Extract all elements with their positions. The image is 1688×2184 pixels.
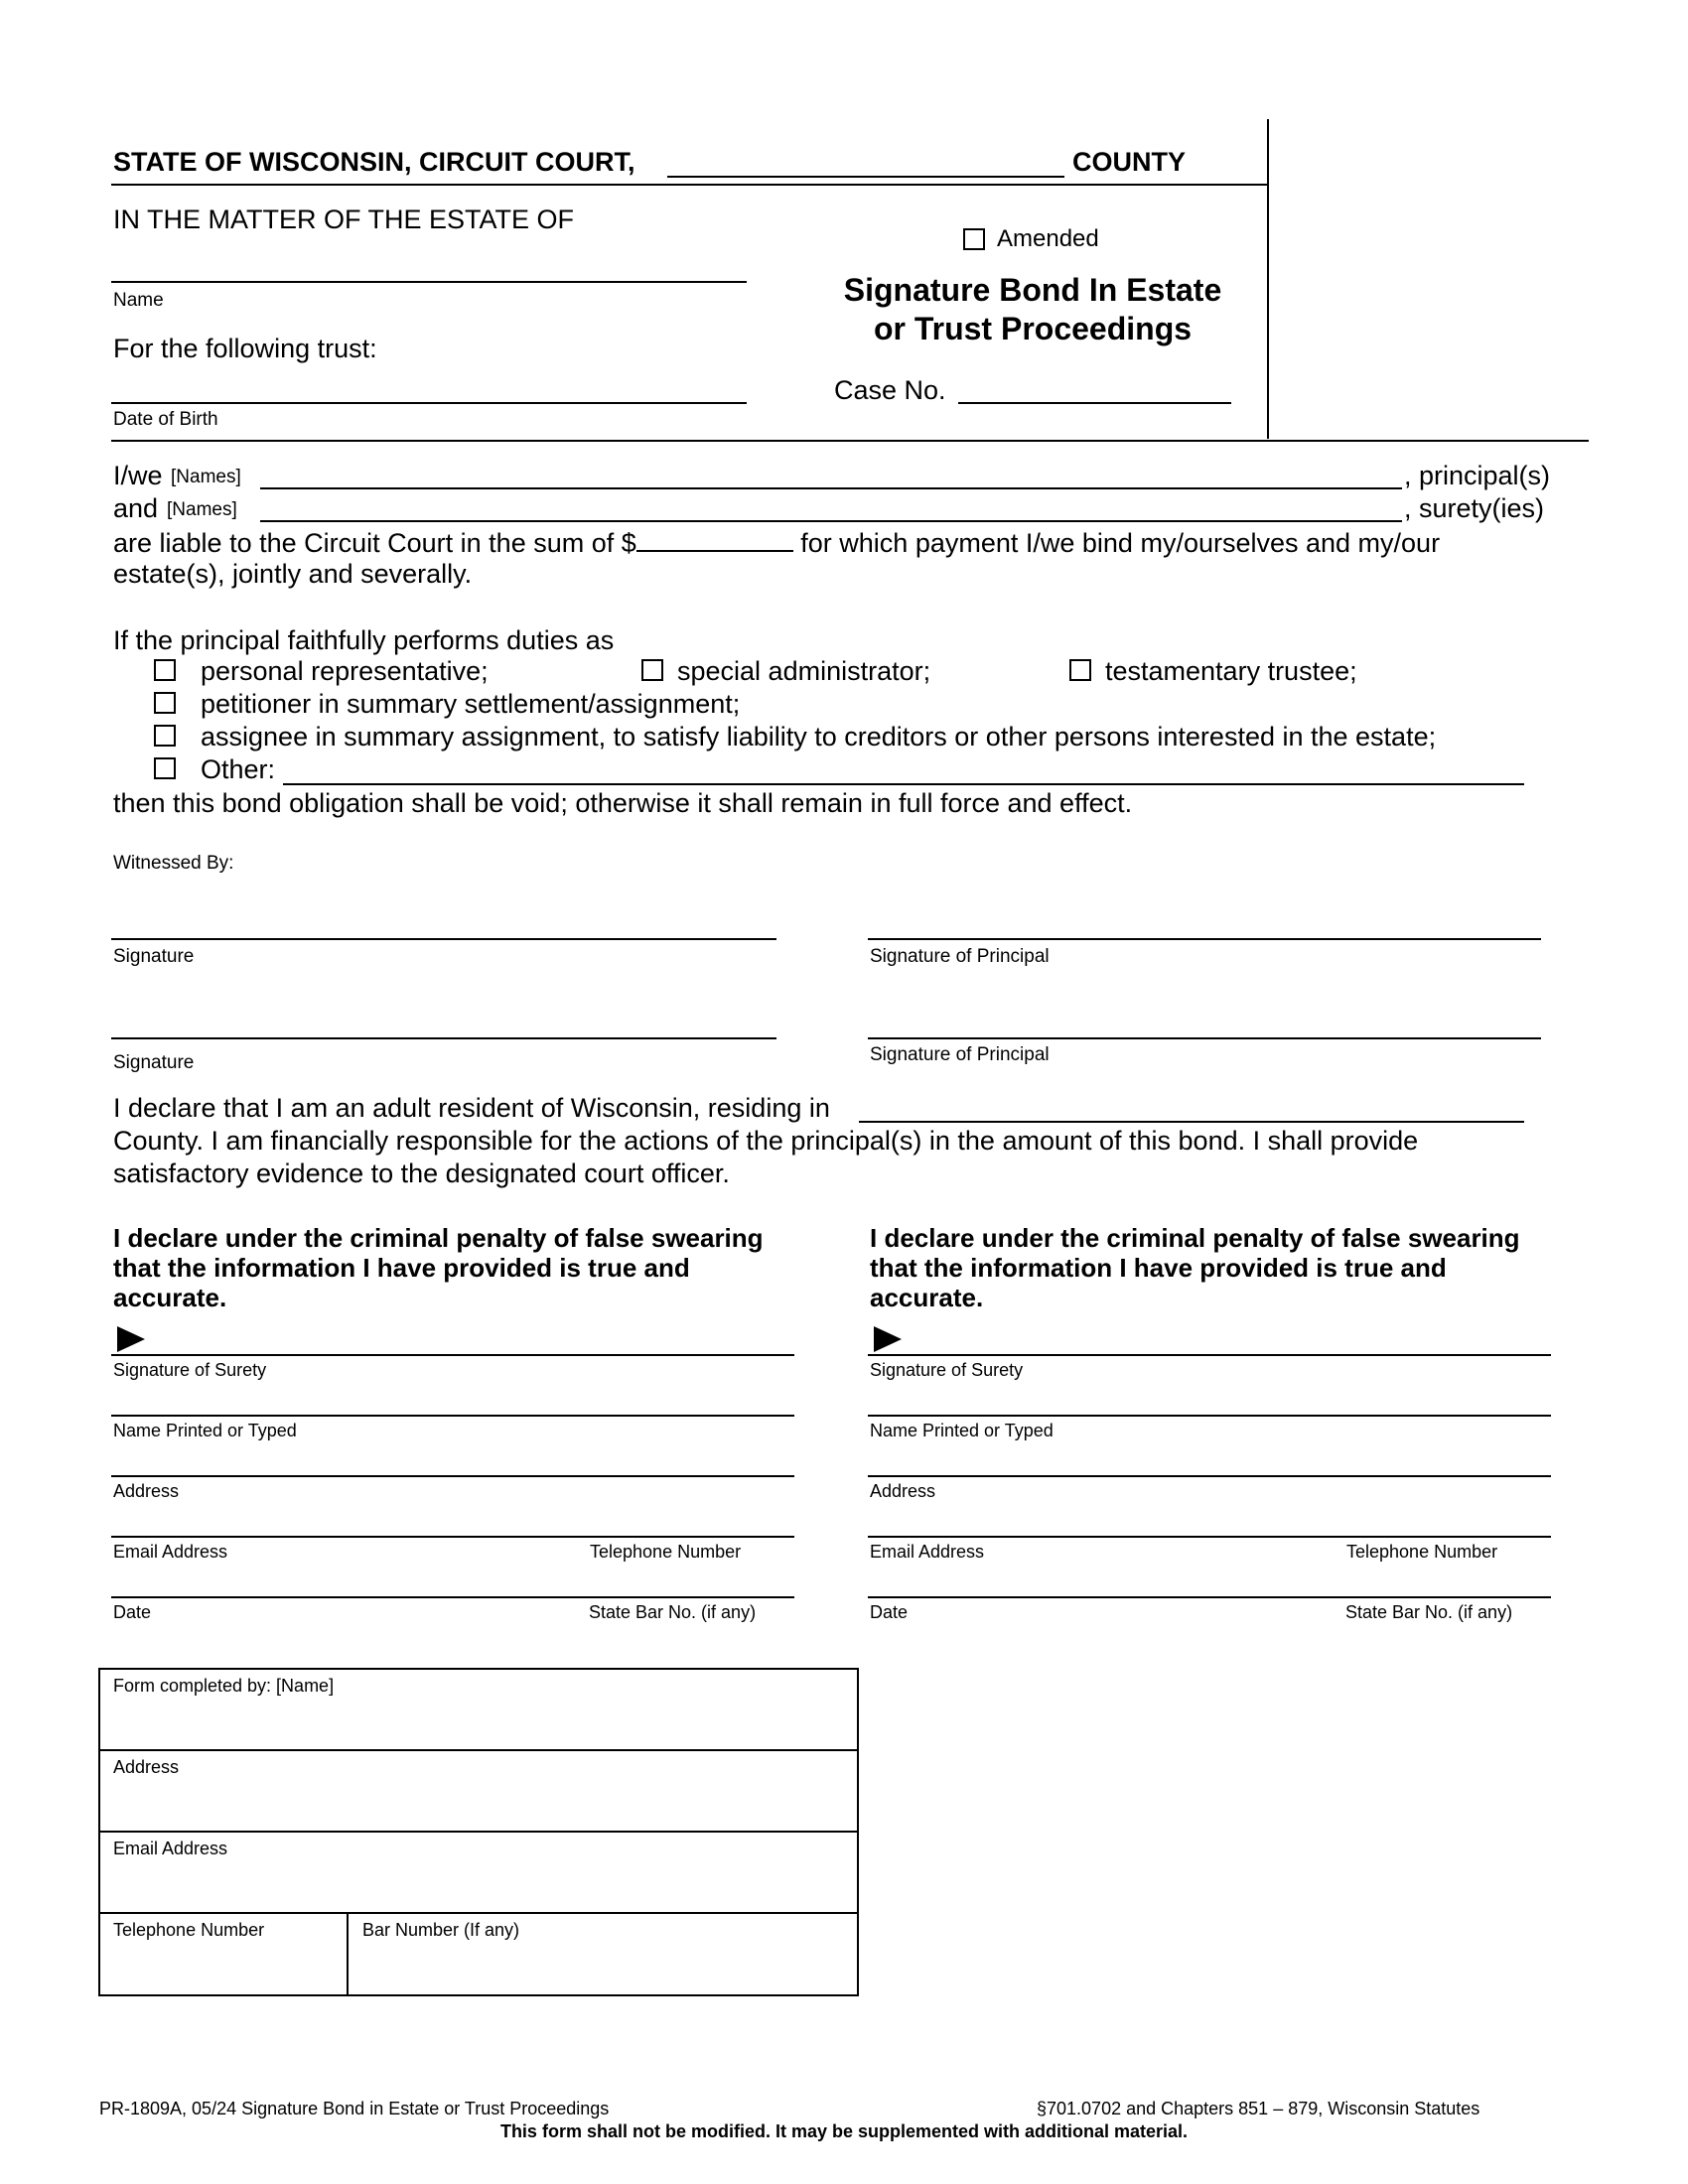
surety-left-name-input[interactable]	[111, 1415, 794, 1417]
completed-box-divider-vertical	[347, 1912, 349, 1995]
declare-text-line1: I declare that I am an adult resident of Wisconsin, residing in	[113, 1093, 830, 1123]
witness-signature-2-input[interactable]	[111, 1037, 776, 1039]
surety-right-telephone-caption: Telephone Number	[1346, 1542, 1498, 1562]
completed-by-email-field[interactable]: Email Address	[113, 1839, 228, 1858]
completed-by-address-field[interactable]: Address	[113, 1757, 180, 1777]
form-title-line2: or Trust Proceedings	[873, 311, 1193, 346]
petitioner-checkbox[interactable]	[154, 692, 176, 714]
completed-box-divider-2	[98, 1831, 859, 1833]
surety-right-email-phone-input[interactable]	[868, 1536, 1551, 1538]
surety-right-name-caption: Name Printed or Typed	[870, 1421, 1054, 1440]
header-bottom-rule	[111, 440, 1589, 442]
surety-right-state-bar-caption: State Bar No. (if any)	[1345, 1602, 1513, 1622]
personal-representative-checkbox[interactable]	[154, 659, 176, 681]
assignee-checkbox[interactable]	[154, 725, 176, 747]
amended-label: Amended	[997, 225, 1099, 252]
surety-right-name-input[interactable]	[868, 1415, 1551, 1417]
case-no-label: Case No.	[834, 375, 946, 405]
and-label: and	[113, 493, 159, 523]
witness-signature-1-caption: Signature	[113, 946, 195, 967]
assignee-label: assignee in summary assignment, to satisfy liability to creditors or other persons interested in the estate;	[201, 722, 1437, 751]
footer-statutes: §701.0702 and Chapters 851 – 879, Wisconsin Statutes	[1037, 2099, 1480, 2118]
witness-signature-2-caption: Signature	[113, 1052, 195, 1073]
oath-left-line1: I declare under the criminal penalty of false swearing	[113, 1223, 764, 1253]
sureties-label: , surety(ies)	[1404, 493, 1545, 523]
principal-signature-2-input[interactable]	[868, 1037, 1541, 1039]
decedent-name-input[interactable]	[111, 281, 747, 283]
liable-pre-text: are liable to the Circuit Court in the sum of $	[113, 528, 636, 558]
principal-signature-1-caption: Signature of Principal	[870, 946, 1050, 967]
duties-intro: If the principal faithfully performs duties as	[113, 625, 615, 655]
surety-right-address-caption: Address	[870, 1481, 936, 1501]
estate-matter-label: IN THE MATTER OF THE ESTATE OF	[113, 205, 575, 234]
surety-names-hint: [Names]	[167, 499, 237, 520]
oath-left-line2: that the information I have provided is true and	[113, 1253, 690, 1283]
witnessed-by-label: Witnessed By:	[113, 853, 234, 874]
liable-text	[113, 526, 1440, 559]
county-label: COUNTY	[1072, 147, 1186, 177]
special-administrator-checkbox[interactable]	[641, 659, 663, 681]
oath-right-line2: that the information I have provided is true and	[870, 1253, 1447, 1283]
surety-right-signature-input[interactable]	[868, 1354, 1551, 1356]
principal-names-hint: [Names]	[171, 467, 241, 487]
completed-box-divider-1	[98, 1749, 859, 1751]
principal-names-input[interactable]	[260, 487, 1402, 489]
surety-right-email-caption: Email Address	[870, 1542, 985, 1562]
surety-right-date-bar-input[interactable]	[868, 1596, 1551, 1598]
completed-by-bar-number-field[interactable]: Bar Number (If any)	[362, 1920, 520, 1940]
testamentary-trustee-label: testamentary trustee;	[1105, 656, 1357, 686]
liable-text-line2: estate(s), jointly and severally.	[113, 559, 473, 589]
oath-right-line1: I declare under the criminal penalty of false swearing	[870, 1223, 1520, 1253]
principal-signature-2-caption: Signature of Principal	[870, 1044, 1050, 1065]
surety-left-telephone-caption: Telephone Number	[590, 1542, 742, 1562]
void-text: then this bond obligation shall be void; otherwise it shall remain in full force and effect.	[113, 788, 1133, 818]
surety-left-signature-input[interactable]	[111, 1354, 794, 1356]
surety-left-signature-caption: Signature of Surety	[113, 1360, 267, 1380]
declare-text-line2: County. I am financially responsible for the actions of the principal(s) in the amount of this bond. I shall provide	[113, 1126, 1419, 1156]
surety-left-email-phone-input[interactable]	[111, 1536, 794, 1538]
surety-left-address-input[interactable]	[111, 1475, 794, 1477]
sign-here-arrow-icon	[874, 1326, 902, 1352]
amended-checkbox[interactable]	[963, 228, 985, 250]
oath-left-line3: accurate.	[113, 1283, 227, 1312]
witness-signature-1-input[interactable]	[111, 938, 776, 940]
iwe-label: I/we	[113, 461, 163, 490]
header-divider-vertical	[1267, 119, 1269, 439]
trust-label: For the following trust:	[113, 334, 377, 363]
county-input[interactable]	[667, 176, 1064, 178]
liable-post-text: for which payment I/we bind my/ourselves and my/our	[800, 528, 1441, 558]
personal-representative-label: personal representative;	[201, 656, 489, 686]
court-heading: STATE OF WISCONSIN, CIRCUIT COURT,	[113, 147, 635, 177]
form-title-line1: Signature Bond In Estate	[843, 272, 1222, 308]
surety-left-date-caption: Date	[113, 1602, 152, 1622]
completed-box-divider-3	[98, 1912, 859, 1914]
surety-left-address-caption: Address	[113, 1481, 180, 1501]
other-checkbox[interactable]	[154, 757, 176, 779]
date-of-birth-input[interactable]	[111, 402, 747, 404]
completed-by-telephone-field[interactable]: Telephone Number	[113, 1920, 265, 1940]
surety-left-email-caption: Email Address	[113, 1542, 228, 1562]
surety-left-state-bar-caption: State Bar No. (if any)	[589, 1602, 757, 1622]
other-input[interactable]	[283, 783, 1524, 785]
name-caption: Name	[113, 290, 164, 311]
testamentary-trustee-checkbox[interactable]	[1069, 659, 1091, 681]
principal-signature-1-input[interactable]	[868, 938, 1541, 940]
surety-right-address-input[interactable]	[868, 1475, 1551, 1477]
surety-names-input[interactable]	[260, 520, 1402, 522]
footer-form-id: PR-1809A, 05/24 Signature Bond in Estate or Trust Proceedings	[99, 2099, 610, 2118]
header-rule	[111, 184, 1269, 186]
completed-by-name-field[interactable]: Form completed by: [Name]	[113, 1676, 335, 1696]
surety-right-date-caption: Date	[870, 1602, 909, 1622]
sign-here-arrow-icon	[117, 1326, 145, 1352]
dob-caption: Date of Birth	[113, 409, 218, 430]
surety-right-signature-caption: Signature of Surety	[870, 1360, 1024, 1380]
footer-notice: This form shall not be modified. It may be supplemented with additional material.	[499, 2121, 1189, 2141]
case-no-input[interactable]	[958, 402, 1231, 404]
special-administrator-label: special administrator;	[677, 656, 931, 686]
petitioner-label: petitioner in summary settlement/assignment;	[201, 689, 741, 719]
oath-right-line3: accurate.	[870, 1283, 984, 1312]
surety-left-date-bar-input[interactable]	[111, 1596, 794, 1598]
principals-label: , principal(s)	[1404, 461, 1551, 490]
other-label: Other:	[201, 754, 276, 784]
surety-left-name-caption: Name Printed or Typed	[113, 1421, 297, 1440]
declare-text-line3: satisfactory evidence to the designated court officer.	[113, 1159, 730, 1188]
residing-county-input[interactable]	[859, 1121, 1524, 1123]
bond-amount-input[interactable]	[636, 526, 793, 552]
